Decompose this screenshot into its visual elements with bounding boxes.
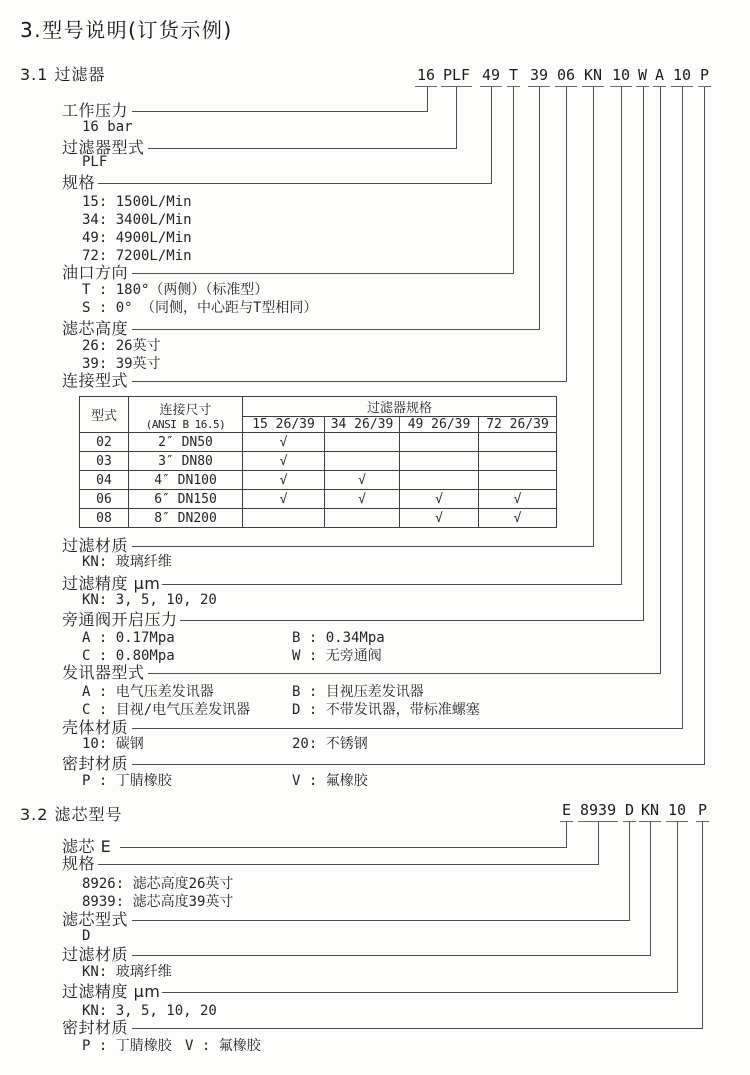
bypass-option-a: A : 0.17Mpa <box>82 630 175 646</box>
cell-size: 4″ DN100 <box>129 471 243 490</box>
label-filter-micron: 过滤精度 μm <box>62 574 161 593</box>
cell-size: 2″ DN50 <box>129 433 243 452</box>
th-spec-15: 15 26/39 <box>243 417 325 433</box>
spec-option-34: 34: 3400L/Min <box>82 212 192 228</box>
port-option-s: S : 0° （同侧，中心距与T型相同） <box>82 300 318 316</box>
leader-line-vertical <box>643 87 644 621</box>
leader-line-horizontal <box>132 728 683 729</box>
media2-option-kn: KN: 玻璃纤维 <box>82 964 172 980</box>
table-row-04 <box>80 471 557 490</box>
leader-line-vertical <box>456 87 457 149</box>
seal-option-v: V : 氟橡胶 <box>292 773 368 789</box>
th-type: 型式 <box>80 397 129 433</box>
label2-seal-material: 密封材质 <box>62 1018 129 1037</box>
leader-line-vertical <box>629 821 630 921</box>
th-spec-49: 49 26/39 <box>400 417 479 433</box>
label2-element-type: 滤芯型式 <box>62 910 129 929</box>
code-part-bypass: W <box>636 68 649 87</box>
label-filter-type: 过滤器型式 <box>62 138 145 157</box>
label-port-direction: 油口方向 <box>62 263 129 282</box>
seal2-option-v: V : 氟橡胶 <box>185 1038 261 1054</box>
value2-element-type: D <box>82 928 91 944</box>
leader-line-horizontal <box>148 673 661 674</box>
indicator-option-a: A : 电气压差发讯器 <box>82 684 214 700</box>
code-part-indicator: A <box>653 68 666 87</box>
height-option-39: 39: 39英寸 <box>82 356 161 372</box>
leader-line-vertical <box>566 821 567 848</box>
section-3-2-heading: 3.2 滤芯型号 <box>20 805 123 824</box>
value-filter-type: PLF <box>82 154 108 170</box>
leader-line-horizontal <box>180 620 644 621</box>
media-option-kn: KN: 玻璃纤维 <box>82 554 172 570</box>
label-bypass-pressure: 旁通阀开启压力 <box>62 610 178 629</box>
leader-line-vertical <box>427 87 428 112</box>
th-spec-34: 34 26/39 <box>325 417 400 433</box>
cell-check: √ <box>243 452 325 471</box>
th-spec-72: 72 26/39 <box>479 417 557 433</box>
cell-size: 6″ DN150 <box>129 490 243 509</box>
code-part-port: T <box>507 68 520 87</box>
label-indicator-type: 发讯器型式 <box>62 663 145 682</box>
leader-line-horizontal <box>132 273 514 274</box>
code-part-media: KN <box>582 68 604 87</box>
cell-check: √ <box>479 490 557 509</box>
leader-line-vertical <box>660 87 661 674</box>
seal2-option-p: P : 丁腈橡胶 <box>82 1038 172 1054</box>
label2-spec: 规格 <box>62 854 96 873</box>
code-part-spec: 49 <box>480 68 502 87</box>
leader-line-horizontal <box>132 329 540 330</box>
leader-line-vertical <box>621 87 622 585</box>
cell-type: 06 <box>80 490 129 509</box>
leader-line-vertical <box>593 87 594 547</box>
cell-check: √ <box>243 433 325 452</box>
cell-type: 08 <box>80 509 129 528</box>
cell-check <box>479 471 557 490</box>
code-part-series: PLF <box>441 68 472 87</box>
code2-part-seal: P <box>696 803 709 822</box>
leader-line-horizontal <box>132 920 630 921</box>
cell-check: √ <box>243 471 325 490</box>
leader-line-horizontal <box>98 864 599 865</box>
code-part-pressure: 16 <box>415 68 437 87</box>
code-part-height: 39 <box>528 68 550 87</box>
housing-option-20: 20: 不锈钢 <box>292 736 368 752</box>
cell-check <box>400 452 479 471</box>
label-element-height: 滤芯高度 <box>62 319 129 338</box>
leader-line-vertical <box>513 87 514 274</box>
label-working-pressure: 工作压力 <box>62 101 129 120</box>
cell-check: √ <box>479 509 557 528</box>
th-connection-size-line1: 连接尺寸 <box>159 402 212 418</box>
port-option-t: T : 180°（两侧）（标准型） <box>82 282 269 298</box>
leader-line-vertical <box>677 821 678 993</box>
leader-line-horizontal <box>132 1028 703 1029</box>
table-row-02 <box>80 433 557 452</box>
indicator-option-b: B : 目视压差发讯器 <box>292 684 424 700</box>
leader-line-horizontal <box>148 148 457 149</box>
leader-line-horizontal <box>162 584 622 585</box>
label2-filter-micron: 过滤精度 μm <box>62 982 161 1001</box>
leader-line-horizontal <box>132 764 705 765</box>
cell-check <box>400 433 479 452</box>
cell-check <box>325 452 400 471</box>
cell-check: √ <box>400 490 479 509</box>
spec2-option-8926: 8926: 滤芯高度26英寸 <box>82 876 234 892</box>
leader-line-horizontal <box>132 955 651 956</box>
leader-line-vertical <box>539 87 540 330</box>
leader-line-horizontal <box>132 381 567 382</box>
spec-option-72: 72: 7200L/Min <box>82 248 192 264</box>
micron2-options: KN: 3, 5, 10, 20 <box>82 1003 217 1019</box>
bypass-option-w: W : 无旁通阀 <box>292 648 382 664</box>
code2-part-micron: 10 <box>666 803 688 822</box>
indicator-option-c: C : 目视/电气压差发讯器 <box>82 702 251 718</box>
cell-check: √ <box>400 509 479 528</box>
spec-option-49: 49: 4900L/Min <box>82 230 192 246</box>
th-connection-size <box>129 397 243 433</box>
leader-line-horizontal <box>132 111 428 112</box>
leader-line-horizontal <box>98 183 492 184</box>
cell-check <box>325 433 400 452</box>
cell-type: 02 <box>80 433 129 452</box>
code2-part-spec: 8939 <box>578 803 618 822</box>
code2-part-element: E <box>560 803 573 822</box>
leader-line-vertical <box>702 821 703 1029</box>
table-row-06 <box>80 490 557 509</box>
section-3-1-heading: 3.1 过滤器 <box>20 65 106 84</box>
leader-line-vertical <box>598 821 599 865</box>
label-spec: 规格 <box>62 173 96 192</box>
cell-type: 04 <box>80 471 129 490</box>
housing-option-10: 10: 碳钢 <box>82 736 144 752</box>
th-connection-size-line2: (ANSI B 16.5) <box>145 417 226 431</box>
cell-check <box>243 509 325 528</box>
code-part-seal: P <box>698 68 711 87</box>
code2-part-type: D <box>623 803 636 822</box>
th-filter-spec: 过滤器规格 <box>243 397 557 417</box>
code-part-connection: 06 <box>555 68 577 87</box>
cell-check <box>400 471 479 490</box>
cell-type: 03 <box>80 452 129 471</box>
label2-filter-media: 过滤材质 <box>62 945 129 964</box>
table-row-03 <box>80 452 557 471</box>
table-row-08 <box>80 509 557 528</box>
label2-element: 滤芯 E <box>62 837 112 856</box>
cell-check <box>479 452 557 471</box>
leader-line-horizontal <box>120 847 567 848</box>
code-part-micron: 10 <box>610 68 632 87</box>
seal-option-p: P : 丁腈橡胶 <box>82 773 172 789</box>
cell-check <box>479 433 557 452</box>
value-working-pressure: 16 bar <box>82 119 133 135</box>
height-option-26: 26: 26英寸 <box>82 338 161 354</box>
indicator-option-d: D : 不带发讯器，带标准螺塞 <box>292 702 480 718</box>
leader-line-vertical <box>650 821 651 956</box>
leader-line-vertical <box>682 87 683 729</box>
leader-line-vertical <box>566 87 567 382</box>
label-housing-material: 壳体材质 <box>62 718 129 737</box>
cell-check <box>325 509 400 528</box>
micron-options: KN: 3, 5, 10, 20 <box>82 592 217 608</box>
leader-line-vertical <box>491 87 492 184</box>
connection-size-table <box>79 396 557 528</box>
label-seal-material: 密封材质 <box>62 754 129 773</box>
cell-size: 3″ DN80 <box>129 452 243 471</box>
label-connection-type: 连接型式 <box>62 371 129 390</box>
page-title: 3.型号说明(订货示例) <box>20 18 233 42</box>
code2-part-media: KN <box>639 803 661 822</box>
bypass-option-b: B : 0.34Mpa <box>292 630 385 646</box>
label-filter-media: 过滤材质 <box>62 536 129 555</box>
cell-check: √ <box>243 490 325 509</box>
spec-option-15: 15: 1500L/Min <box>82 194 192 210</box>
cell-check: √ <box>325 490 400 509</box>
leader-line-vertical <box>704 87 705 765</box>
leader-line-horizontal <box>132 546 594 547</box>
cell-check: √ <box>325 471 400 490</box>
cell-size: 8″ DN200 <box>129 509 243 528</box>
bypass-option-c: C : 0.80Mpa <box>82 648 175 664</box>
spec2-option-8939: 8939: 滤芯高度39英寸 <box>82 894 234 910</box>
leader-line-horizontal <box>162 992 678 993</box>
code-part-housing: 10 <box>671 68 693 87</box>
